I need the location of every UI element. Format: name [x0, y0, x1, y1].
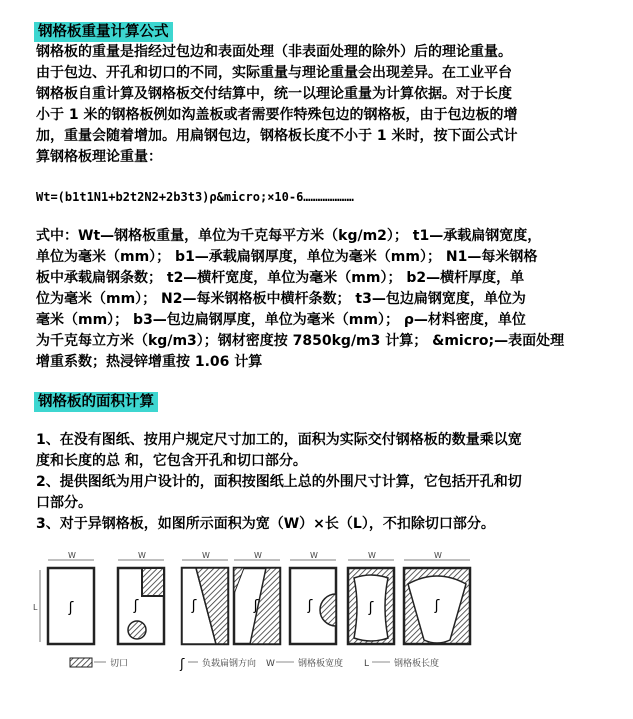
section-title-area: 钢格板的面积计算 — [34, 392, 158, 412]
cut-swatch — [70, 658, 92, 667]
text-line: 由于包边、开孔和切口的不同，实际重量与理论重量会出现差异。在工业平台 — [36, 65, 512, 81]
grating-shape-plain — [33, 551, 94, 644]
legend-cut-label: 切口 — [110, 659, 129, 669]
width-dim-label: W — [254, 551, 262, 560]
text-line: 1、在没有图纸、按用户规定尺寸加工的，面积为实际交付钢格板的数量乘以宽 — [36, 432, 522, 448]
text-line: 为千克每立方米（kg/m3）；钢材密度按 7850kg/m3 计算； &micro;—表面处理 — [36, 333, 565, 349]
grating-shape-arc-cut — [290, 551, 336, 644]
bearing-direction-icon: ʃ — [253, 598, 259, 614]
formula-definitions-paragraph — [36, 226, 606, 373]
grating-shape-corner-cuts — [234, 551, 280, 644]
text-line: 式中：Wt—钢格板重量，单位为千克每平方米（kg/m2）； t1—承载扁钢宽度， — [36, 228, 542, 244]
width-dim-label: W — [368, 551, 376, 560]
section-title-weight: 钢格板重量计算公式 — [34, 22, 173, 42]
bearing-direction-icon: ʃ — [68, 600, 74, 616]
text-line: 度和长度的总 和，它包含开孔和切口部分。 — [36, 453, 307, 469]
bearing-direction-icon: ʃ — [307, 598, 313, 614]
text-line: 单位为毫米（mm）； b1—承载扁钢厚度，单位为毫米（mm）； N1—每米钢格 — [36, 249, 538, 265]
grating-shape-curved-edges — [348, 551, 394, 644]
legend-length-label: 钢格板长度 — [394, 659, 440, 669]
area-rules-paragraph — [36, 430, 606, 535]
text-line: 位为毫米（mm）； N2—每米钢格板中横杆条数； t3—包边扁钢宽度，单位为 — [36, 291, 526, 307]
figure-legend — [70, 657, 439, 672]
weight-formula: Wt=(b1t1N1+b2t2N2+2b3t3)ρ&micro;×10-6………………… — [36, 190, 354, 204]
bearing-direction-icon: ʃ — [133, 598, 139, 614]
bearing-direction-icon: ʃ — [434, 598, 440, 614]
grating-shape-fan — [404, 551, 470, 644]
weight-intro-paragraph — [36, 42, 606, 168]
legend-width-label: 钢格板宽度 — [298, 659, 344, 669]
length-dim-label: L — [33, 603, 38, 612]
width-dim-label: W — [202, 551, 210, 560]
grating-shapes-figure — [30, 548, 610, 718]
text-line: 毫米（mm）； b3—包边扁钢厚度，单位为毫米（mm）； ρ—材料密度，单位 — [36, 312, 526, 328]
legend-bearing-label: 负载扁钢方向 — [202, 659, 257, 669]
grating-shape-notch-hole — [118, 551, 164, 644]
text-line: 2、提供图纸为用户设计的，面积按图纸上总的外围尺寸计算，它包括开孔和切 — [36, 474, 522, 490]
width-dim-label: W — [138, 551, 146, 560]
text-line: 小于 1 米的钢格板例如沟盖板或者需要作特殊包边的钢格板，由于包边板的增 — [36, 107, 518, 123]
bearing-direction-icon: ʃ — [191, 598, 197, 614]
width-dim-label: W — [434, 551, 442, 560]
text-line: 增重系数；热浸锌增重按 1.06 计算 — [36, 354, 263, 370]
legend-w-symbol: W — [266, 659, 275, 669]
text-line: 3、对于异钢格板，如图所示面积为宽（W）×长（L），不扣除切口部分。 — [36, 516, 495, 532]
text-line: 加，重量会随着增加。用扁钢包边，钢格板长度不小于 1 米时，按下面公式计 — [36, 128, 518, 144]
width-dim-label: W — [68, 551, 76, 560]
text-line: 口部分。 — [36, 495, 92, 511]
bearing-direction-icon: ʃ — [180, 657, 185, 672]
text-line: 钢格板的重量是指经过包边和表面处理（非表面处理的除外）后的理论重量。 — [36, 44, 512, 60]
text-line: 算钢格板理论重量： — [36, 149, 162, 165]
width-dim-label: W — [310, 551, 318, 560]
text-line: 钢格板自重计算及钢格板交付结算中，统一以理论重量为计算依据。对于长度 — [36, 86, 512, 102]
bearing-direction-icon: ʃ — [368, 600, 374, 616]
text-line: 板中承载扁钢条数； t2—横杆宽度，单位为毫米（mm）； b2—横杆厚度，单 — [36, 270, 525, 286]
grating-shape-diagonal-cut — [182, 551, 228, 644]
legend-l-symbol: L — [364, 659, 370, 669]
